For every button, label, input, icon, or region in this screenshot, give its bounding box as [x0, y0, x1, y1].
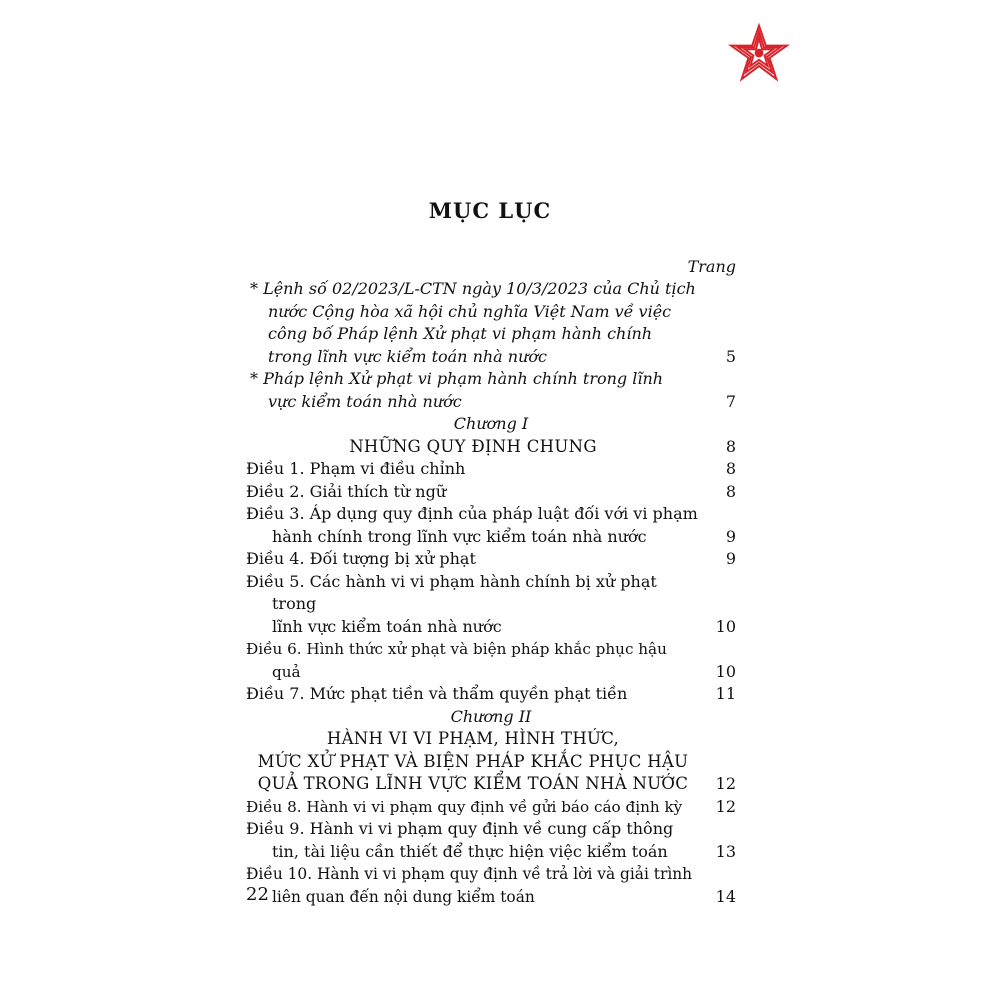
toc-entry [246, 638, 736, 683]
toc-entry-page: 11 [715, 684, 736, 703]
toc-entry-text: Điều 6. Hình thức xử phạt và biện pháp khắc phục hậu quả [246, 640, 667, 681]
toc-entry-page: 13 [715, 841, 736, 861]
toc-entry [246, 818, 736, 863]
toc-entry [246, 503, 736, 548]
chapter-heading: HÀNH VI VI PHẠM, HÌNH THỨC, MỨC XỬ PHẠT VÀ BIỆN PHÁP KHẮC PHỤC HẬU QUẢ TRONG LĨNH VỰC KIỂM TOÁN NHÀ NƯỚC [257, 729, 689, 793]
toc-entry-text: Điều 1. Phạm vi điều chỉnh [246, 459, 466, 478]
toc-entry [246, 481, 736, 504]
toc-entry-text: Điều 7. Mức phạt tiền và thẩm quyền phạt tiền [246, 684, 628, 703]
toc-entry-page: 8 [725, 459, 736, 478]
toc-entry-page: 12 [715, 774, 736, 793]
toc-entry-page: 10 [715, 661, 736, 681]
toc-entry-text: Điều 2. Giải thích từ ngữ [246, 481, 447, 501]
toc-entry [246, 683, 736, 706]
toc-entry-page: 9 [725, 526, 736, 546]
toc-entry [246, 796, 736, 819]
toc-entry-text: Điều 3. Áp dụng quy định của pháp luật đối với vi phạm hành chính trong lĩnh vực kiểm toán nhà nước [246, 504, 698, 546]
toc-entry-text: * Pháp lệnh Xử phạt vi phạm hành chính trong lĩnh vực kiểm toán nhà nước [250, 369, 664, 411]
toc-entry [246, 436, 736, 459]
toc-entry-page: 8 [725, 436, 736, 456]
toc-entry [246, 863, 736, 908]
toc-entry-text: * Lệnh số 02/2023/L-CTN ngày 10/3/2023 của Chủ tịch nước Cộng hòa xã hội chủ nghĩa Việt Nam về việc công bố Pháp lệnh Xử phạt vi phạm hành chính trong lĩnh vực kiểm toán nhà nước [250, 279, 696, 366]
toc-entry-text: Điều 5. Các hành vi vi phạm hành chính bị xử phạt trong lĩnh vực kiểm toán nhà nước [246, 571, 657, 636]
page-column-label: Trang [687, 257, 736, 276]
publisher-star-logo-icon [728, 22, 790, 84]
toc-entry-page: 5 [725, 346, 736, 366]
chapter-label: Chương II [450, 706, 532, 726]
toc-entry-text: Điều 4. Đối tượng bị xử phạt [246, 549, 476, 568]
chapter-label: Chương I [453, 414, 529, 433]
toc-entry [246, 368, 736, 413]
page-title: MỤC LỤC [428, 198, 552, 223]
toc-entry-page: 7 [725, 391, 736, 411]
toc-entry-page: 10 [715, 616, 736, 636]
toc-entry-page: 9 [725, 549, 736, 568]
toc-entry-text: Điều 8. Hành vi vi phạm quy định về gửi báo cáo định kỳ [246, 797, 683, 816]
toc-entry-page: 8 [725, 481, 736, 501]
table-of-contents [246, 256, 736, 908]
toc-entry-text: Điều 10. Hành vi vi phạm quy định về trả lời và giải trình liên quan đến nội dung kiểm toán [246, 865, 693, 906]
toc-entry-page: 12 [715, 796, 736, 816]
toc-entry [246, 278, 736, 368]
page-number: 22 [246, 884, 269, 905]
toc-entry [246, 458, 736, 481]
toc-entry [246, 548, 736, 571]
chapter-heading: NHỮNG QUY ĐỊNH CHUNG [349, 436, 597, 456]
toc-entry [246, 728, 736, 796]
toc-entry-text: Điều 9. Hành vi vi phạm quy định về cung cấp thông tin, tài liệu cần thiết để thực hiện việc kiểm toán [246, 819, 674, 861]
toc-entry [246, 571, 736, 639]
toc-entry-page: 14 [715, 886, 736, 906]
